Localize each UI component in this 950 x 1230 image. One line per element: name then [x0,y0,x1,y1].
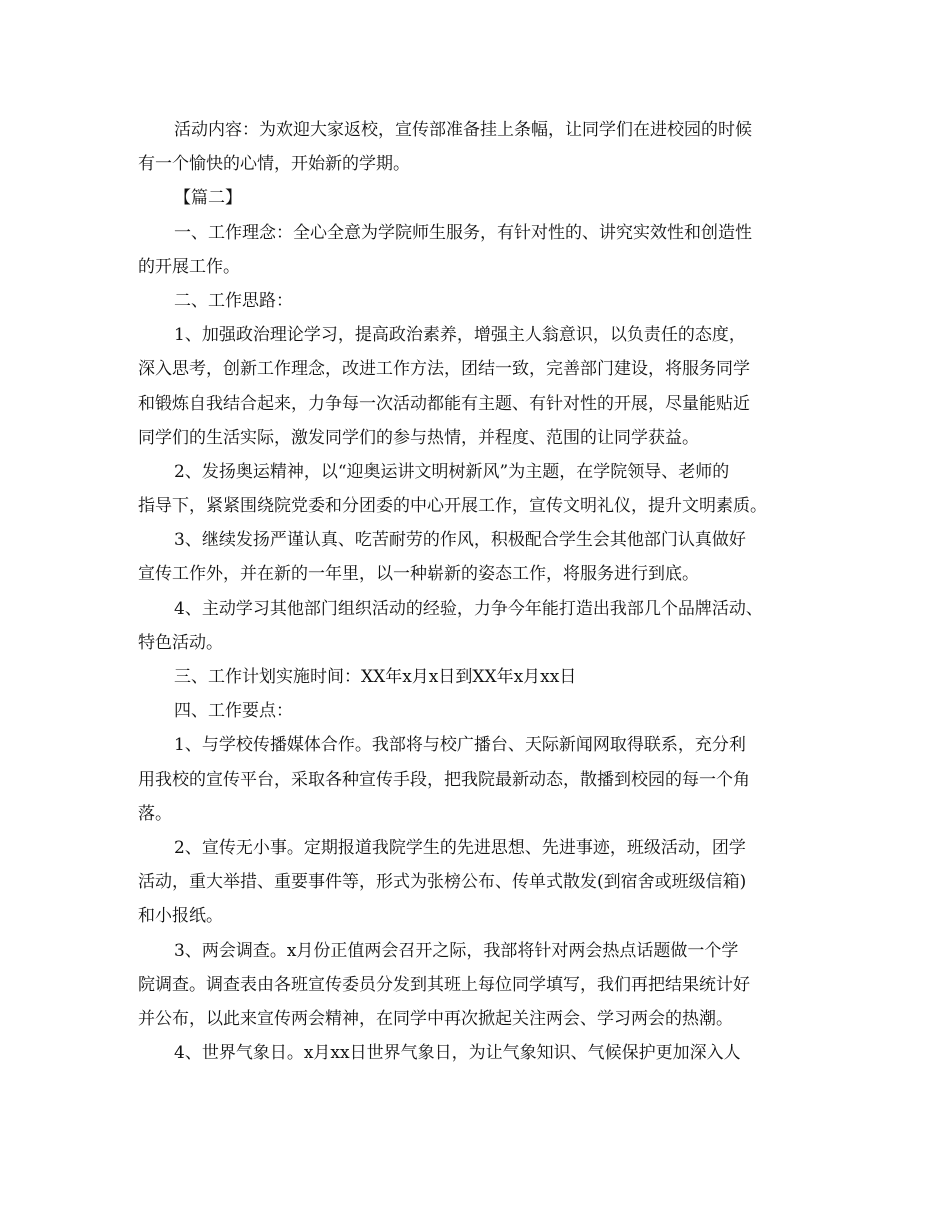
paragraph-line: 落。 [138,803,172,824]
paragraph-line: 并公布，以此来宣传两会精神，在同学中再次掀起关注两会、学习两会的热潮。 [138,1008,733,1029]
paragraph-line-first: 1、加强政治理论学习，提高政治素养，增强主人翁意识，以负责任的态度， [174,325,746,346]
paragraph-line: 指导下，紧紧围绕院党委和分团委的中心开展工作，宣传文明礼仪，提升文明素质。 [138,496,767,517]
paragraph-line: 和锻炼自我结合起来，力争每一次活动都能有主题、有针对性的开展，尽量能贴近 [138,393,750,414]
paragraph-line-first: 活动内容：为欢迎大家返校，宣传部准备挂上条幅，让同学们在进校园的时候 [174,120,752,140]
paragraph-line-first: 三、工作计划实施时间：XX年x月x日到XX年x月xx日 [174,667,577,687]
paragraph-line-first: 1、与学校传播媒体合作。我部将与校广播台、天际新闻网取得联系，充分利 [174,735,746,756]
paragraph-line: 特色活动。 [138,632,223,653]
paragraph-line: 的开展工作。 [138,256,240,277]
paragraph-line-first: 【篇二】 [174,188,242,209]
document-body [138,113,828,1070]
paragraph-line: 用我校的宣传平台，采取各种宣传手段，把我院最新动态，散播到校园的每一个角 [138,769,750,790]
paragraph-line: 同学们的生活实际，激发同学们的参与热情，并程度、范围的让同学获益。 [138,427,699,448]
paragraph-line-first: 3、两会调查。x月份正值两会召开之际，我部将针对两会热点话题做一个学 [174,940,739,961]
paragraph-line: 有一个愉快的心情，开始新的学期。 [138,154,410,175]
paragraph-line: 和小报纸。 [138,906,223,927]
paragraph-line: 院调查。调查表由各班宣传委员分发到其班上每位同学填写，我们再把结果统计好 [138,974,750,995]
paragraph-line-first: 一、工作理念：全心全意为学院师生服务，有针对性的、讲究实效性和创造性 [174,222,752,243]
paragraph-line: 宣传工作外，并在新的一年里，以一种崭新的姿态工作，将服务进行到底。 [138,564,699,585]
paragraph-line-first: 四、工作要点： [174,701,293,722]
paragraph-line-first: 2、宣传无小事。定期报道我院学生的先进思想、先进事迹，班级活动，团学 [174,837,746,858]
paragraph-line-first: 二、工作思路： [174,290,293,311]
paragraph-line-first: 4、世界气象日。x月xx日世界气象日，为让气象知识、气候保护更加深入人 [174,1043,741,1064]
paragraph-line-first: 3、继续发扬严谨认真、吃苦耐劳的作风，积极配合学生会其他部门认真做好 [174,530,746,551]
paragraph-line: 深入思考，创新工作理念，改进工作方法，团结一致，完善部门建设，将服务同学 [138,359,750,380]
paragraph-line: 活动，重大举措、重要事件等，形式为张榜公布、传单式散发(到宿舍或班级信箱) [138,872,747,893]
paragraph-line-first: 2、发扬奥运精神，以“迎奥运讲文明树新风”为主题，在学院领导、老师的 [174,461,730,482]
paragraph-line-first: 4、主动学习其他部门组织活动的经验，力争今年能打造出我部几个品牌活动、 [174,598,763,619]
